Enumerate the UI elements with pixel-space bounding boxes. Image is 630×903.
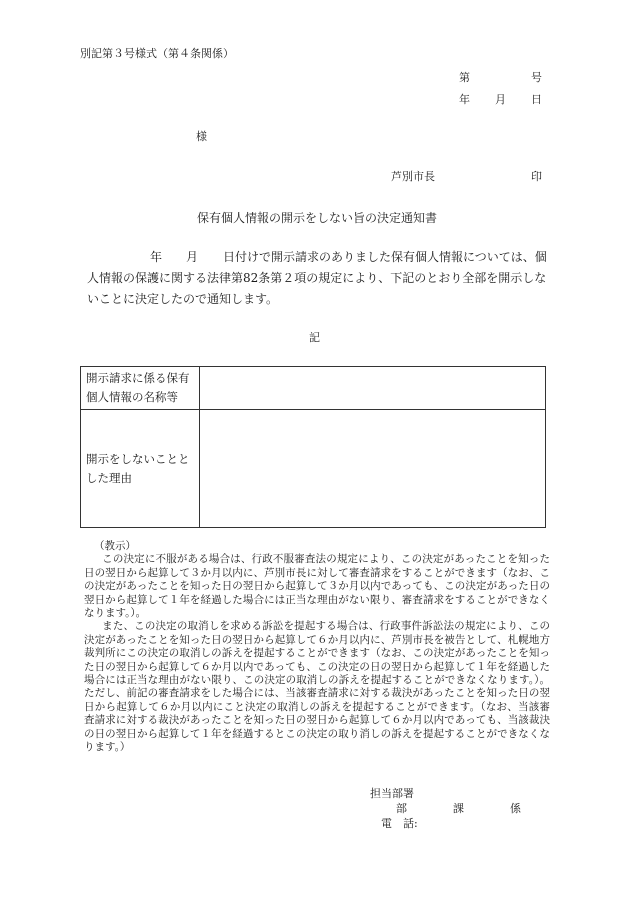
notes-block [84, 540, 550, 755]
notes-paragraph-2 [84, 620, 550, 754]
contact-kakari: 係 [510, 802, 521, 815]
document-title: 保有個人情報の開示をしない旨の決定通知書 [197, 211, 438, 225]
seal-mark: 印 [531, 170, 542, 183]
contact-dept-label: 担当部署 [370, 787, 414, 800]
contact-phone-label: 電 話: [381, 817, 418, 830]
issuer-title: 芦別市長 [391, 170, 435, 183]
addressee-suffix: 様 [196, 130, 207, 143]
date-month: 月 [495, 93, 506, 106]
body-line-1: 日付けで開示請求のありました保有個人情報については、個 [223, 250, 547, 264]
value-reason [200, 410, 546, 528]
notes-heading: （教示） [94, 540, 136, 552]
number-prefix: 第 [459, 71, 470, 84]
table-row-reason [81, 410, 546, 528]
number-suffix: 号 [531, 71, 542, 84]
body-line-2: 人情報の保護に関する法律第82条第２項の規定により、下記のとおり全部を開示しな [87, 271, 547, 285]
label-record-name-line2: 個人情報の名称等 [86, 390, 178, 404]
value-record-name [200, 367, 546, 410]
date-year: 年 [459, 93, 470, 106]
ki-heading: 記 [309, 331, 320, 344]
label-reason-line2: した理由 [86, 470, 132, 485]
label-record-name [81, 367, 200, 410]
table-row-name [81, 367, 546, 410]
label-reason-line1: 開示をしないことと [86, 451, 190, 466]
contact-bu: 部 [396, 802, 407, 815]
notes-paragraph-1-text: この決定に不服がある場合は、行政不服審査法の規定により、この決定があったことを知った日の翌日から起算して３か月以内に、芦別市長に対して審査請求をすることができます（なお、この決定があったことを知った日の翌日から起算して３か月以内であっても、この決定があった日の翌日から起算して１年を経過した場合には正当な理由がない限り、審査請求をすることができなくなります。）。 [84, 553, 550, 620]
notes-paragraph-1 [84, 553, 550, 620]
body-year: 年 [150, 250, 163, 264]
label-reason [81, 410, 200, 528]
body-line-3: いことに決定したので通知します。 [87, 292, 279, 306]
body-month: 月 [186, 250, 199, 264]
info-table [80, 366, 546, 528]
date-day: 日 [531, 93, 542, 106]
form-id-label: 別記第３号様式（第４条関係） [80, 47, 234, 60]
contact-ka: 課 [453, 802, 464, 815]
notes-paragraph-2-text: また、この決定の取消しを求める訴訟を提起する場合は、行政事件訴訟法の規定により、この決定があったことを知った日の翌日から起算して６か月以内に、芦別市長を被告として、札幌地方裁判所にこの決定の取消しの訴えを提起することができます（なお、この決定があったことを知った日の翌日から起算して６か月以内であっても、この決定の日の翌日から起算して１年を経過した場合には正当な理由がない限り、この決定の取消しの訴えを提起することができなくなります。）。ただし、前記の審査請求をした場合には、当該審査請求に対する裁決があったことを知った日の翌日から起算して６か月以内にこと決定の取消しの訴えを提起することができます。（なお、当該審査請求に対する裁決があったことを知った日の翌日から起算して６か月以内であっても、当該裁決の日の翌日から起算して１年を経過するとこの決定の取り消しの訴えを提起することができなくなります。） [84, 620, 550, 754]
label-record-name-line1: 開示請求に係る保有 [86, 371, 190, 385]
